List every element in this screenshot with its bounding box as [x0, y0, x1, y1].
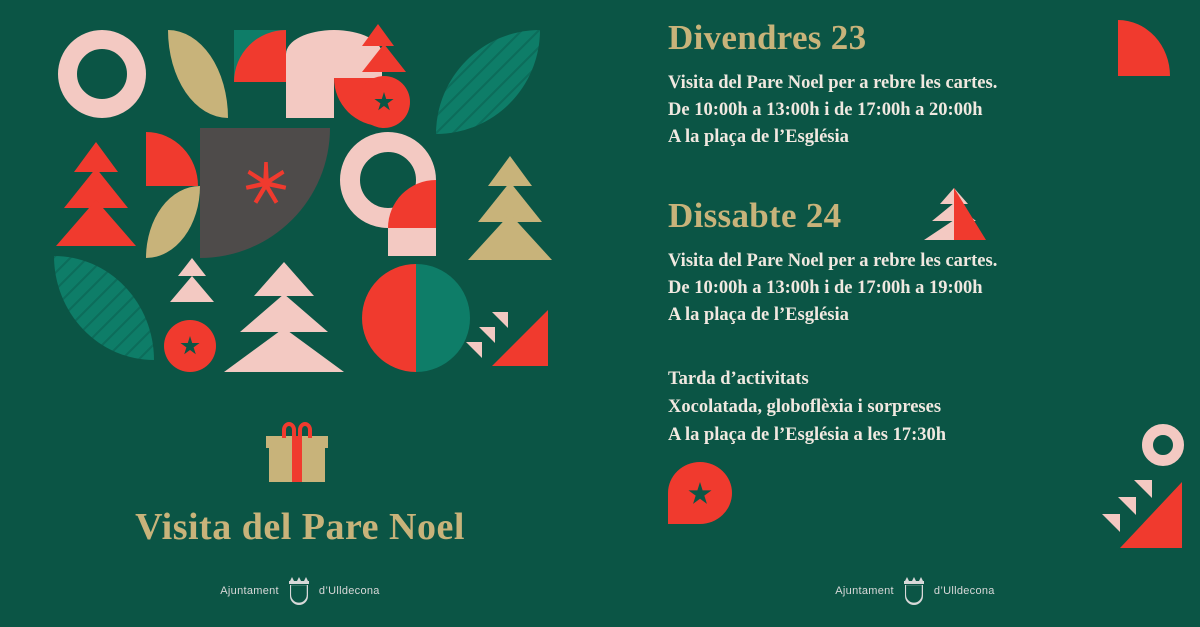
red-tree-icon-large [56, 142, 136, 252]
red-quarter-decoration [1118, 20, 1170, 76]
pink-arrow-trio-icon [466, 312, 510, 360]
gold-leaf-shape-2 [146, 186, 200, 258]
ajuntament-logo-left [185, 572, 415, 610]
red-tree-icon-small-2 [362, 44, 406, 72]
red-tree-icon-small [362, 24, 394, 46]
gold-leaf-shape [168, 30, 228, 118]
ajuntament-logo-right [800, 572, 1030, 610]
teal-leaf-striped-shape [436, 30, 540, 134]
right-panel [600, 0, 1200, 627]
teal-half-circle-shape [416, 264, 470, 372]
decorative-collage [48, 14, 548, 384]
coat-of-arms-icon-2 [901, 576, 927, 606]
logo-town-left: d’Ulldecona [318, 585, 380, 597]
gold-tree-icon [466, 156, 556, 260]
grey-dome-shape [200, 128, 330, 258]
red-half-circle-shape [362, 264, 416, 372]
activity-line: Xocolatada, globoflèxia i sorpreses [668, 397, 942, 418]
pink-tree-icon-small [166, 258, 218, 312]
pink-tree-icon-large [224, 262, 348, 374]
schedule-line: De 10:00h a 13:00h i de 17:00h a 19:00h [668, 278, 983, 299]
pink-ring-decoration [1142, 424, 1184, 466]
schedule-block-activities [668, 365, 946, 449]
logo-name-left: Ajuntament [220, 585, 279, 597]
schedule-line: Visita del Pare Noel per a rebre les cartes. [668, 251, 998, 271]
day-heading-saturday: Dissabte 24 [668, 196, 842, 235]
day-heading-friday: Divendres 23 [668, 18, 867, 57]
activity-line: A la plaça de l’Església a les 17:30h [668, 425, 947, 446]
coat-of-arms-icon [286, 576, 312, 606]
schedule-block-friday [668, 18, 997, 152]
pink-block-shape-2 [388, 228, 436, 256]
schedule-line: A la plaça de l’Església [668, 127, 849, 148]
schedule-line: De 10:00h a 13:00h i de 17:00h a 20:00h [668, 100, 983, 121]
schedule-line: A la plaça de l’Església [668, 305, 849, 326]
schedule-line: Visita del Pare Noel per a rebre les cartes. [668, 73, 998, 93]
activity-line: Tarda d’activitats [668, 369, 809, 389]
pink-ring-shape [58, 30, 146, 118]
pink-block-shape [286, 78, 334, 118]
gift-box-icon [266, 422, 328, 482]
teal-leaf-striped-shape-2 [54, 256, 154, 360]
page-title: Visita del Pare Noel [135, 506, 465, 548]
red-quarter-shape-3 [146, 132, 198, 186]
schedule-block-saturday [668, 196, 997, 330]
logo-name-right: Ajuntament [835, 585, 894, 597]
logo-town-right: d’Ulldecona [933, 585, 995, 597]
